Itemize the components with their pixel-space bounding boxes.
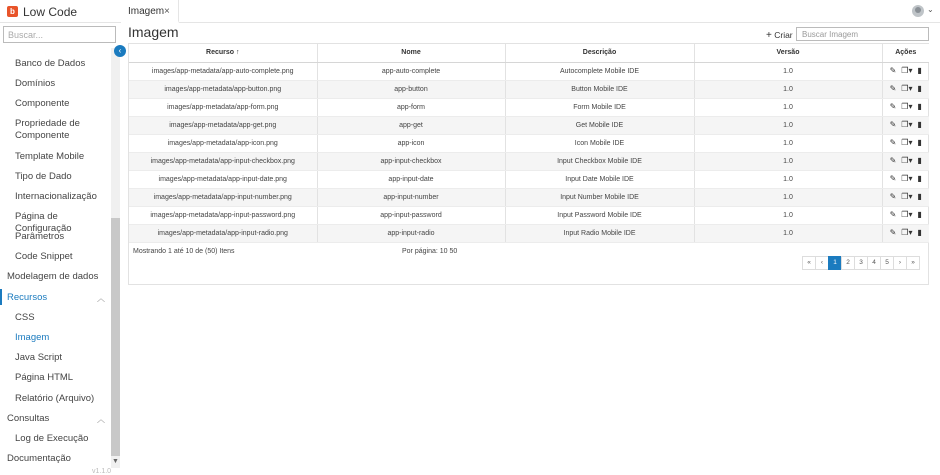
sidebar-item-label: Documentação: [7, 453, 71, 464]
pencil-icon[interactable]: ✎: [889, 228, 897, 237]
trash-icon[interactable]: ▮: [917, 138, 922, 147]
trash-icon[interactable]: ▮: [917, 210, 922, 219]
table-cell: app-form: [317, 98, 505, 116]
sidebar-item-label: Parâmetros: [15, 231, 65, 242]
create-button[interactable]: [766, 30, 793, 41]
close-icon[interactable]: ×: [164, 6, 170, 17]
sidebar-item-componente[interactable]: [0, 98, 111, 110]
copy-icon[interactable]: ❐▾: [901, 210, 913, 219]
sidebar-item-label: Java Script: [15, 352, 62, 363]
row-actions: [882, 170, 929, 188]
table-cell: app-input-password: [317, 206, 505, 224]
page-button[interactable]: 1: [828, 256, 842, 270]
row-actions: [882, 152, 929, 170]
sidebar-item-página-html[interactable]: [0, 372, 111, 384]
page-button[interactable]: ‹: [815, 256, 829, 270]
copy-icon[interactable]: ❐▾: [901, 66, 913, 75]
trash-icon[interactable]: ▮: [917, 174, 922, 183]
page-button[interactable]: 4: [867, 256, 881, 270]
table-cell: 1.0: [694, 98, 882, 116]
sidebar-item-css[interactable]: [0, 312, 111, 324]
table-cell: app-input-checkbox: [317, 152, 505, 170]
table-row[interactable]: [129, 206, 929, 224]
table-cell: images/app-metadata/app-form.png: [129, 98, 317, 116]
sidebar-item-label: Template Mobile: [15, 151, 85, 162]
table-cell: app-get: [317, 116, 505, 134]
per-page-selector[interactable]: Por página: 10 50: [402, 248, 458, 255]
table-row[interactable]: [129, 62, 929, 80]
search-input[interactable]: [796, 27, 929, 41]
sidebar-item-label: Componente: [15, 98, 70, 109]
trash-icon[interactable]: ▮: [917, 120, 922, 129]
trash-icon[interactable]: ▮: [917, 84, 922, 93]
sidebar-item-label: Componente: [15, 130, 70, 141]
row-actions: [882, 224, 929, 242]
sidebar-item-internacionalização[interactable]: [0, 191, 111, 203]
pagination: [803, 256, 920, 270]
table-cell: 1.0: [694, 170, 882, 188]
copy-icon[interactable]: ❐▾: [901, 84, 913, 93]
table-row[interactable]: [129, 98, 929, 116]
trash-icon[interactable]: ▮: [917, 66, 922, 75]
chevron-up-icon[interactable]: ︿: [97, 294, 105, 303]
table-row[interactable]: [129, 80, 929, 98]
pencil-icon[interactable]: ✎: [889, 192, 897, 201]
table-cell: 1.0: [694, 62, 882, 80]
page-button[interactable]: «: [802, 256, 816, 270]
copy-icon[interactable]: ❐▾: [901, 138, 913, 147]
table-row[interactable]: [129, 170, 929, 188]
page-button[interactable]: 3: [854, 256, 868, 270]
chevron-down-icon[interactable]: ⌄: [927, 5, 934, 14]
table-row[interactable]: [129, 188, 929, 206]
table-row[interactable]: [129, 116, 929, 134]
plus-icon: +: [766, 30, 772, 41]
sidebar-item-imagem[interactable]: [0, 332, 111, 344]
version-label: v1.1.0: [92, 468, 112, 475]
table-cell: Form Mobile IDE: [505, 98, 694, 116]
tab-label: Imagem: [128, 6, 165, 17]
sidebar-item-documentação[interactable]: [0, 453, 111, 465]
table-cell: images/app-metadata/app-input-checkbox.png: [129, 152, 317, 170]
brand-logo: b: [7, 6, 18, 17]
avatar[interactable]: [912, 5, 924, 17]
sidebar-item-label: Propriedade de: [15, 118, 80, 129]
table-cell: images/app-metadata/app-input-number.png: [129, 188, 317, 206]
row-actions: [882, 134, 929, 152]
brand-name: Low Code: [23, 5, 78, 19]
table-cell: app-auto-complete: [317, 62, 505, 80]
create-label: Criar: [774, 30, 793, 40]
pencil-icon[interactable]: ✎: [889, 210, 897, 219]
trash-icon[interactable]: ▮: [917, 192, 922, 201]
copy-icon[interactable]: ❐▾: [901, 120, 913, 129]
copy-icon[interactable]: ❐▾: [901, 192, 913, 201]
table-cell: Autocomplete Mobile IDE: [505, 62, 694, 80]
table-cell: Input Password Mobile IDE: [505, 206, 694, 224]
sidebar-item-label: Página de Configuração: [15, 211, 72, 234]
table-cell: app-input-date: [317, 170, 505, 188]
table-cell: images/app-metadata/app-input-password.png: [129, 206, 317, 224]
trash-icon[interactable]: ▮: [917, 228, 922, 237]
table-cell: images/app-metadata/app-get.png: [129, 116, 317, 134]
trash-icon[interactable]: ▮: [917, 102, 922, 111]
table-cell: images/app-metadata/app-input-date.png: [129, 170, 317, 188]
table-cell: 1.0: [694, 224, 882, 242]
sidebar-item-java-script[interactable]: [0, 352, 111, 364]
sidebar-item-label: Consultas: [7, 413, 50, 424]
tab-bar: [121, 0, 940, 23]
table-cell: app-button: [317, 80, 505, 98]
pencil-icon[interactable]: ✎: [889, 120, 897, 129]
copy-icon[interactable]: ❐▾: [901, 174, 913, 183]
table-cell: Input Radio Mobile IDE: [505, 224, 694, 242]
column-header[interactable]: Descrição: [505, 44, 694, 62]
sidebar-item-consultas[interactable]: [0, 413, 111, 425]
table-cell: images/app-metadata/app-button.png: [129, 80, 317, 98]
sidebar-item-label: CSS: [15, 312, 35, 323]
column-header[interactable]: Nome: [317, 44, 505, 62]
brand: [0, 0, 121, 23]
table-cell: 1.0: [694, 206, 882, 224]
table-cell: Get Mobile IDE: [505, 116, 694, 134]
sidebar-item-label: Relatório (Arquivo): [15, 393, 95, 404]
table-cell: Input Checkbox Mobile IDE: [505, 152, 694, 170]
footer-info: Mostrando 1 até 10 de (50) Itens: [133, 248, 235, 255]
sidebar-item-label: Banco de Dados: [15, 58, 86, 69]
page-button[interactable]: ›: [893, 256, 907, 270]
table-cell: Input Date Mobile IDE: [505, 170, 694, 188]
table-cell: Icon Mobile IDE: [505, 134, 694, 152]
resource-table: [129, 44, 929, 243]
chevron-up-icon[interactable]: ︿: [97, 415, 105, 424]
row-actions: [882, 98, 929, 116]
column-header[interactable]: Versão: [694, 44, 882, 62]
pencil-icon[interactable]: ✎: [889, 174, 897, 183]
copy-icon[interactable]: ❐▾: [901, 156, 913, 165]
sidebar-item-label: Página HTML: [15, 372, 74, 383]
data-grid: [128, 43, 929, 285]
row-actions: [882, 80, 929, 98]
tab-imagem[interactable]: [121, 0, 179, 23]
sidebar-item-domínios[interactable]: [0, 78, 111, 90]
copy-icon[interactable]: ❐▾: [901, 102, 913, 111]
column-header: Ações: [882, 44, 929, 62]
page-title: Imagem: [128, 24, 179, 40]
table-cell: 1.0: [694, 188, 882, 206]
sidebar-item-banco-de-dados[interactable]: [0, 58, 111, 70]
sidebar-item-log-de-execução[interactable]: [0, 433, 111, 445]
sidebar-scroll-thumb[interactable]: [111, 218, 120, 456]
pencil-icon[interactable]: ✎: [889, 102, 897, 111]
copy-icon[interactable]: ❐▾: [901, 228, 913, 237]
row-actions: [882, 188, 929, 206]
table-cell: 1.0: [694, 116, 882, 134]
table-cell: app-input-number: [317, 188, 505, 206]
sidebar-item-label: Recursos: [7, 292, 48, 303]
sidebar-item-label: Code Snippet: [15, 251, 73, 262]
column-header[interactable]: Recurso ↑: [129, 44, 317, 62]
pencil-icon[interactable]: ✎: [889, 138, 897, 147]
sidebar-item-recursos[interactable]: [0, 292, 111, 304]
row-actions: [882, 62, 929, 80]
sidebar-item-template-mobile[interactable]: [0, 151, 111, 163]
sidebar-item-parâmetros[interactable]: [0, 231, 111, 243]
row-actions: [882, 116, 929, 134]
table-cell: Input Number Mobile IDE: [505, 188, 694, 206]
sidebar-collapse-button[interactable]: ‹: [114, 45, 126, 57]
sidebar-item-componente[interactable]: [0, 130, 111, 142]
table-cell: images/app-metadata/app-input-radio.png: [129, 224, 317, 242]
table-cell: 1.0: [694, 134, 882, 152]
sidebar-item-modelagem-de-dados[interactable]: [0, 271, 111, 283]
table-cell: images/app-metadata/app-icon.png: [129, 134, 317, 152]
table-header: [129, 44, 929, 62]
table-cell: images/app-metadata/app-auto-complete.png: [129, 62, 317, 80]
sidebar-item-relatório-arquivo-[interactable]: [0, 393, 111, 405]
table-cell: 1.0: [694, 152, 882, 170]
table-cell: Button Mobile IDE: [505, 80, 694, 98]
sidebar: [0, 0, 121, 475]
pencil-icon[interactable]: ✎: [889, 84, 897, 93]
page-button[interactable]: 5: [880, 256, 894, 270]
table-row[interactable]: [129, 224, 929, 242]
trash-icon[interactable]: ▮: [917, 156, 922, 165]
sidebar-item-label: Modelagem de dados: [7, 271, 99, 282]
row-actions: [882, 206, 929, 224]
page-button[interactable]: 2: [841, 256, 855, 270]
sidebar-item-label: Internacionalização: [15, 191, 97, 202]
page-button[interactable]: »: [906, 256, 920, 270]
sidebar-item-tipo-de-dado[interactable]: [0, 171, 111, 183]
sidebar-search-input[interactable]: [3, 26, 116, 43]
table-row[interactable]: [129, 152, 929, 170]
table-cell: app-icon: [317, 134, 505, 152]
table-row[interactable]: [129, 134, 929, 152]
sidebar-item-label: Log de Execução: [15, 433, 89, 444]
scroll-down-icon[interactable]: ▼: [112, 458, 119, 465]
sidebar-item-label: Imagem: [15, 332, 50, 343]
table-cell: 1.0: [694, 80, 882, 98]
pencil-icon[interactable]: ✎: [889, 156, 897, 165]
sidebar-item-label: Domínios: [15, 78, 56, 89]
sidebar-item-propriedade-de[interactable]: [0, 118, 111, 130]
table-cell: app-input-radio: [317, 224, 505, 242]
sidebar-item-label: Tipo de Dado: [15, 171, 72, 182]
sidebar-item-code-snippet[interactable]: [0, 251, 111, 263]
pencil-icon[interactable]: ✎: [889, 66, 897, 75]
